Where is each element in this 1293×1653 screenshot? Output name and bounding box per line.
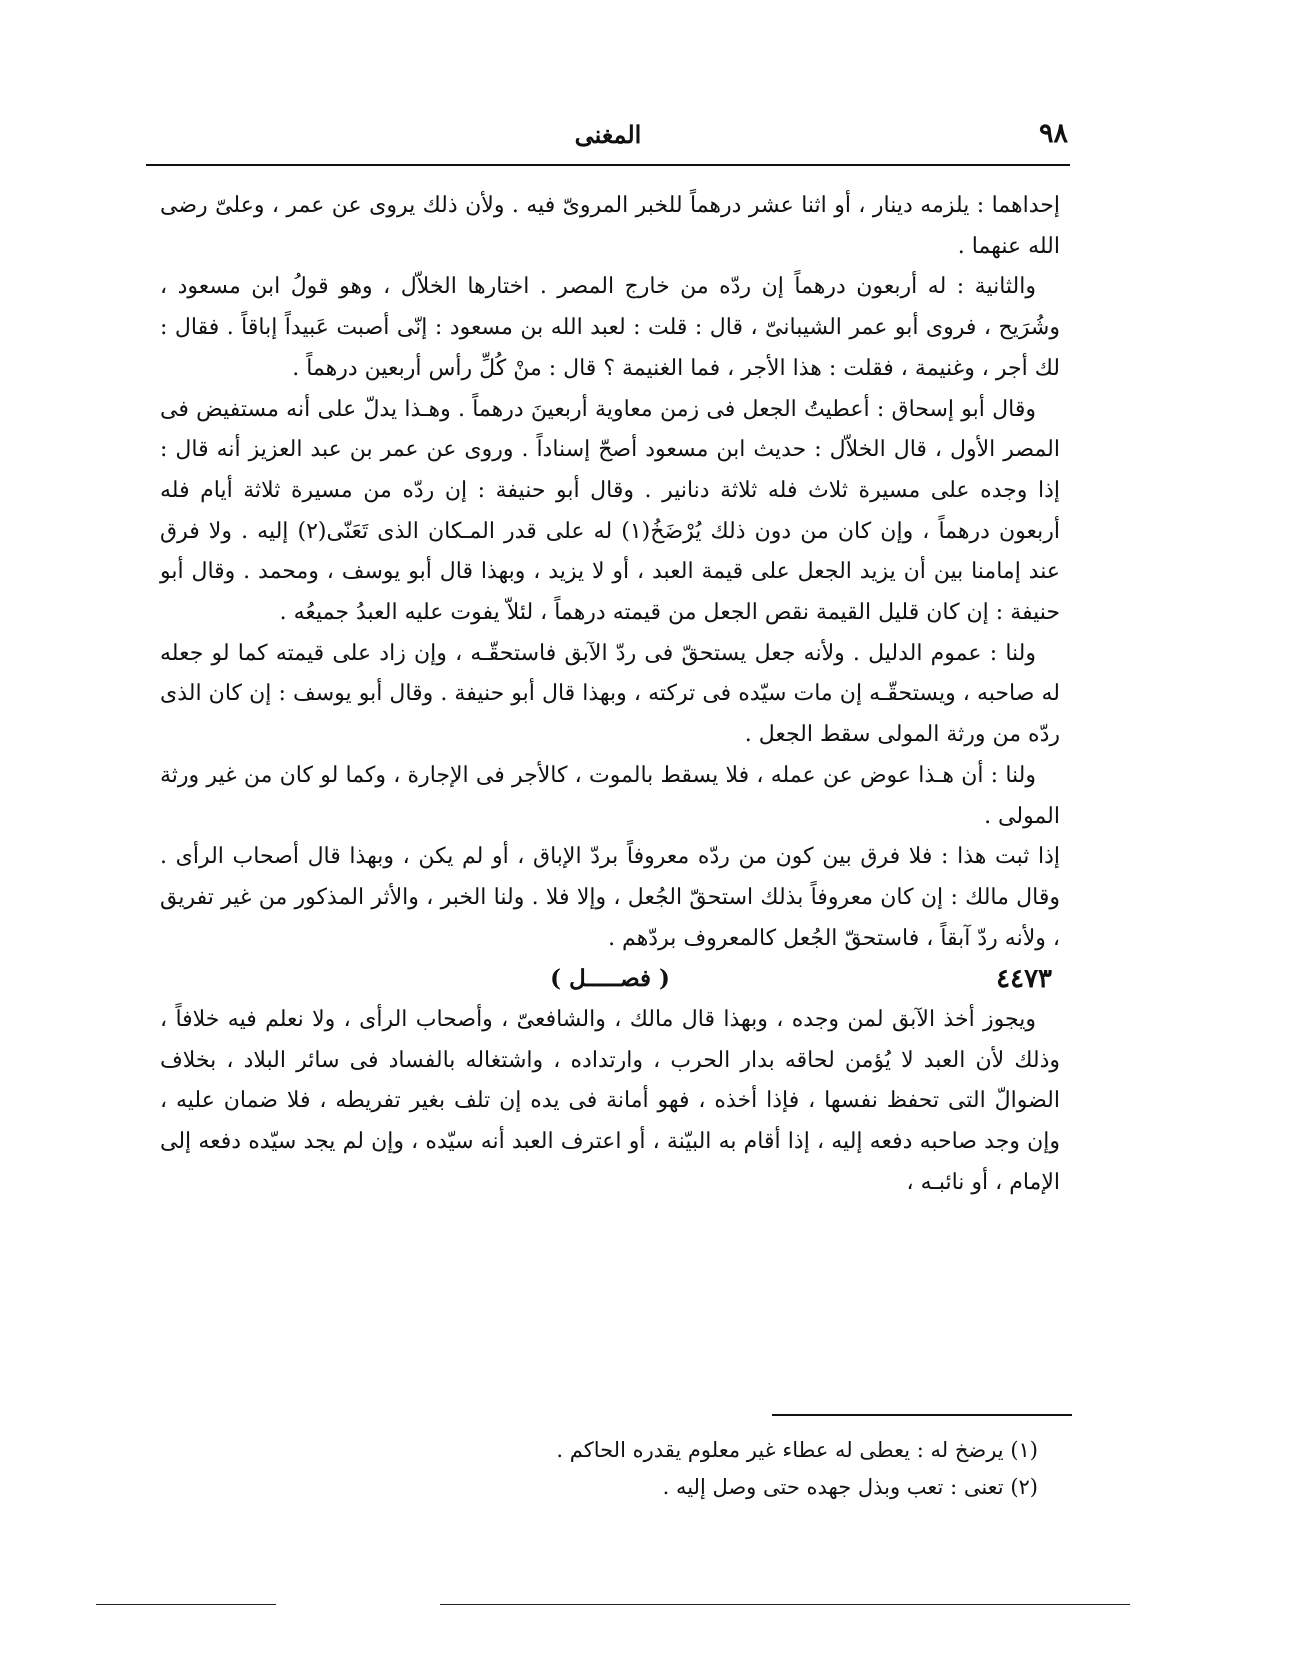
section-number: ٤٤٧٣ (996, 964, 1052, 995)
footnote-rule (772, 1414, 1072, 1416)
paragraph: والثانية : له أربعون درهماً إن ردّه من خارج المصر . اختارها الخلاّل ، وهو قولُ ابن مسعود ، وشُرَيح ، فروى أبو عمر الشيبانىّ ، قال : قلت : لعبد الله بن مسعود : إنّى أصبت عَبيداً إباقاً . فقال : لك أجر ، وغنيمة ، فقلت : هذا الأجر ، فما الغنيمة ؟ قال : منْ كُلِّ رأس أربعين درهماً . (160, 274, 1060, 381)
bottom-rule-left (96, 1604, 276, 1605)
footnote: (١) يرضخ له : يعطى له عطاء غير معلوم يقدره الحاكم . (556, 1438, 1038, 1462)
paragraph: إحداهما : يلزمه دينار ، أو اثنا عشر درهماً للخبر المروىّ فيه . ولأن ذلك يروى عن عمر ، وعلىّ رضى الله عنهما . (160, 193, 1060, 259)
bottom-rule-right (440, 1604, 1130, 1605)
header-rule (146, 164, 1070, 166)
main-text (160, 186, 1060, 1204)
footnote: (٢) تعنى : تعب وبذل جهده حتى وصل إليه . (662, 1475, 1038, 1499)
running-title: المغنى (574, 120, 642, 149)
section-heading (160, 959, 1060, 1000)
page-header (148, 118, 1068, 158)
paragraph: ويجوز أخذ الآبق لمن وجده ، وبهذا قال مالك ، والشافعىّ ، وأصحاب الرأى ، ولا نعلم فيه خلافاً ، وذلك لأن العبد لا يُؤمن لحاقه بدار الحرب ، وارتداده ، واشتغاله بالفساد فى سائر البلاد ، بخلاف الضوالّ التى تحفظ نفسها ، فإذا أخذه ، فهو أمانة فى يده إن تلف بغير تفريطه ، فلا ضمان عليه ، وإن وجد صاحبه دفعه إليه ، إذا أقام به البيّنة ، أو اعترف العبد أنه سيّده ، وإن لم يجد سيّده دفعه إلى الإمام ، أو نائبـه ، (160, 1007, 1060, 1195)
paragraph: ولنا : عموم الدليل . ولأنه جعل يستحقّ فى ردّ الآبق فاستحقّـه ، وإن زاد على قيمته كما لو جعله له صاحبه ، ويستحقّـه إن مات سيّده فى تركته ، وبهذا قال أبو حنيفة . وقال أبو يوسف : إن كان الذى ردّه من ورثة المولى سقط الجعل . (160, 640, 1060, 748)
paragraph: ولنا : أن هـذا عوض عن عمله ، فلا يسقط بالموت ، كالأجر فى الإجارة ، وكما لو كان من غير ورثة المولى . (160, 762, 1060, 829)
paragraph: إذا ثبت هذا : فلا فرق بين كون من ردّه معروفاً بردّ الإباق ، أو لم يكن ، وبهذا قال أصحاب الرأى . وقال مالك : إن كان معروفاً بذلك استحقّ الجُعل ، وإلا فلا . ولنا الخبر ، والأثر المذكور من غير تفريق ، ولأنه ردّ آبقاً ، فاستحقّ الجُعل كالمعروف بردّهم . (160, 844, 1060, 951)
page-number: ٩٨ (1038, 118, 1068, 149)
footnotes (300, 1432, 1038, 1506)
section-title: ( فصـــــل ) (550, 965, 670, 993)
paragraph: وقال أبو إسحاق : أعطيتُ الجعل فى زمن معاوية أربعينَ درهماً . وهـذا يدلّ على أنه مستفيض فى المصر الأول ، قال الخلاّل : حديث ابن مسعود أصحّ إسناداً . وروى عن عمر بن عبد العزيز أنه قال : إذا وجده على مسيرة ثلاث فله ثلاثة دنانير . وقال أبو حنيفة : إن ردّه من مسيرة ثلاثة أيام فله أربعون درهماً ، وإن كان من دون ذلك يُرْضَخُ(١) له على قدر المـكان الذى تَعَنّى(٢) إليه . ولا فرق عند إمامنا بين أن يزيد الجعل على قيمة العبد ، أو لا يزيد ، وبهذا قال أبو يوسف ، ومحمد . وقال أبو حنيفة : إن كان قليل القيمة نقص الجعل من قيمته درهماً ، لئلاّ يفوت عليه العبدُ جميعُه . (160, 396, 1060, 626)
